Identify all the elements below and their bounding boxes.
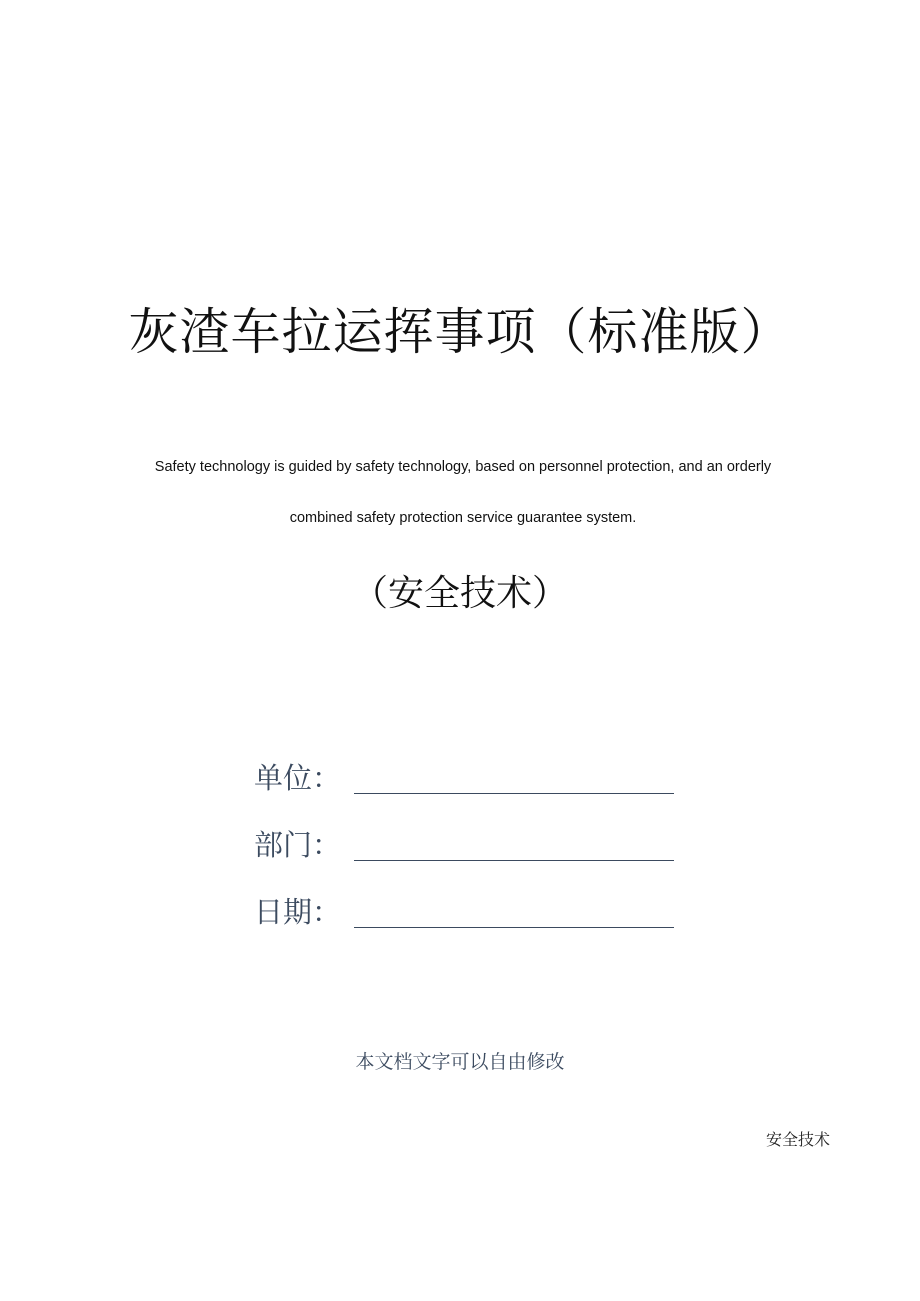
- field-department: [254, 825, 694, 869]
- field-department-label: 部门：: [254, 828, 342, 862]
- field-unit: [254, 758, 694, 802]
- field-department-input[interactable]: [354, 860, 674, 861]
- field-date-label: 日期：: [254, 895, 342, 929]
- document-title: 灰渣车拉运挥事项（标准版）: [128, 303, 792, 361]
- field-unit-input[interactable]: [354, 793, 674, 794]
- field-date: [254, 892, 694, 936]
- document-category: （安全技术）: [351, 573, 568, 614]
- footer-category-label: 安全技术: [765, 1130, 830, 1149]
- document-subtitle: Safety technology is guided by safety technology, based on personnel protection, and an orderly combined safety protection service guarantee system.: [154, 459, 772, 526]
- field-unit-label: 单位：: [254, 761, 342, 795]
- field-date-input[interactable]: [354, 927, 674, 928]
- editable-note: 本文档文字可以自由修改: [355, 1051, 565, 1073]
